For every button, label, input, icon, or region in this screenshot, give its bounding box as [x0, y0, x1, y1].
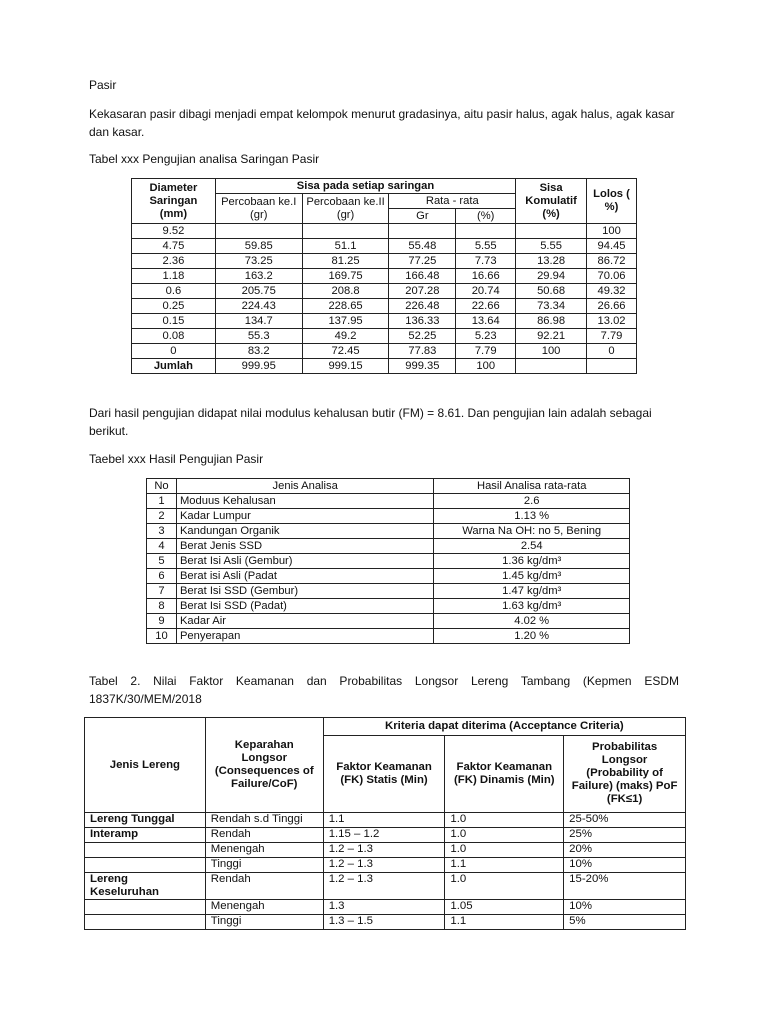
header-percobaan-1: Percobaan ke.I (gr) [215, 194, 302, 224]
table-cell: 999.95 [215, 359, 302, 374]
table-cell: Berat Jenis SSD [176, 539, 433, 554]
table-row [147, 554, 630, 569]
table-cell: 5% [564, 915, 686, 930]
table-row [147, 569, 630, 584]
table-cell: Rendah s.d Tinggi [205, 813, 323, 828]
table-cell: Tinggi [205, 915, 323, 930]
table-cell [302, 224, 389, 239]
header-lolos: Lolos ( %) [587, 179, 637, 224]
table-cell: 22.66 [456, 299, 516, 314]
table-cell: Penyerapan [176, 629, 433, 644]
table-cell: 169.75 [302, 269, 389, 284]
table-cell: 1.1 [323, 813, 445, 828]
table-cell: 10 [147, 629, 177, 644]
table-cell: 55.3 [215, 329, 302, 344]
table-cell: 0.6 [132, 284, 216, 299]
table-row [132, 344, 637, 359]
table-cell: 205.75 [215, 284, 302, 299]
table-cell: 13.28 [516, 254, 587, 269]
header-jenis-analisa: Jenis Analisa [176, 479, 433, 494]
table-cell: 2.6 [434, 494, 630, 509]
header-sisa: Sisa pada setiap saringan [215, 179, 515, 194]
table-cell: 49.32 [587, 284, 637, 299]
table-row [85, 900, 686, 915]
table-cell: Kadar Lumpur [176, 509, 433, 524]
table-cell: 94.45 [587, 239, 637, 254]
table-cell: 1.45 kg/dm³ [434, 569, 630, 584]
table-cell: 15-20% [564, 873, 686, 900]
table-cell: 1.47 kg/dm³ [434, 584, 630, 599]
table-cell: Berat isi Asli (Padat [176, 569, 433, 584]
table-row [132, 314, 637, 329]
table2-caption: Taebel xxx Hasil Pengujian Pasir [89, 452, 264, 466]
table3-caption: Tabel 2. Nilai Faktor Keamanan dan Probabilitas Longsor Lereng Tambang (Kepmen ESDM 1837K/30/MEM/2018 [89, 674, 679, 706]
table-cell: Lereng Keseluruhan [85, 873, 206, 900]
table-cell: 1.13 % [434, 509, 630, 524]
table-cell: 1.36 kg/dm³ [434, 554, 630, 569]
table-cell: 1.1 [445, 858, 564, 873]
header-diameter: Diameter Saringan (mm) [132, 179, 216, 224]
table-cell: 9 [147, 614, 177, 629]
table1-caption: Tabel xxx Pengujian analisa Saringan Pasir [89, 152, 320, 166]
table-cell: 1.63 kg/dm³ [434, 599, 630, 614]
table-cell: 137.95 [302, 314, 389, 329]
table-cell: 999.35 [389, 359, 456, 374]
table-cell: Moduus Kehalusan [176, 494, 433, 509]
table-cell: 100 [456, 359, 516, 374]
table-cell: 5.55 [516, 239, 587, 254]
table-cell: 208.8 [302, 284, 389, 299]
table-row [85, 843, 686, 858]
table-cell: 0.08 [132, 329, 216, 344]
table-cell [85, 900, 206, 915]
table-cell: 1.0 [445, 873, 564, 900]
table-cell: 73.34 [516, 299, 587, 314]
table-cell: Warna Na OH: no 5, Bening [434, 524, 630, 539]
table-cell: 1.3 [323, 900, 445, 915]
table-cell: 1 [147, 494, 177, 509]
table-cell: 228.65 [302, 299, 389, 314]
table-cell: 4.02 % [434, 614, 630, 629]
table-cell: 2.36 [132, 254, 216, 269]
table-cell: 7.79 [456, 344, 516, 359]
table-cell: 7.79 [587, 329, 637, 344]
table-cell: Menengah [205, 843, 323, 858]
table-cell: Kandungan Organik [176, 524, 433, 539]
table-cell: 92.21 [516, 329, 587, 344]
table-cell: 20% [564, 843, 686, 858]
table-row [85, 828, 686, 843]
header-hasil: Hasil Analisa rata-rata [434, 479, 630, 494]
table-cell [456, 224, 516, 239]
table-cell: 50.68 [516, 284, 587, 299]
header-fk-dinamis: Faktor Keamanan (FK) Dinamis (Min) [445, 735, 564, 812]
header-rata: Rata - rata [389, 194, 516, 209]
table-cell: 1.0 [445, 843, 564, 858]
table-row [132, 284, 637, 299]
header-percobaan-2: Percobaan ke.II (gr) [302, 194, 389, 224]
sand-test-results-table [146, 478, 630, 644]
table-row [132, 224, 637, 239]
slope-safety-table [84, 717, 686, 930]
table-cell: 25-50% [564, 813, 686, 828]
sieve-analysis-table [131, 178, 637, 374]
table-cell: Menengah [205, 900, 323, 915]
table-cell: 7.73 [456, 254, 516, 269]
header-percent: (%) [456, 209, 516, 224]
table-cell: 83.2 [215, 344, 302, 359]
table-cell [389, 224, 456, 239]
table-cell: 86.72 [587, 254, 637, 269]
table-row [147, 584, 630, 599]
table-cell: 26.66 [587, 299, 637, 314]
table-row [85, 873, 686, 900]
table-cell: 1.2 – 1.3 [323, 843, 445, 858]
table-cell [85, 858, 206, 873]
table-cell [85, 915, 206, 930]
table-row [147, 539, 630, 554]
table-cell: Rendah [205, 873, 323, 900]
table-cell: 73.25 [215, 254, 302, 269]
table-cell: 49.2 [302, 329, 389, 344]
table-cell: 9.52 [132, 224, 216, 239]
header-fk-statis: Faktor Keamanan (FK) Statis (Min) [323, 735, 445, 812]
table-cell: 13.02 [587, 314, 637, 329]
table-cell: 4 [147, 539, 177, 554]
table-cell: 8 [147, 599, 177, 614]
table-cell: 1.2 – 1.3 [323, 873, 445, 900]
table-cell: 100 [516, 344, 587, 359]
table-cell: 52.25 [389, 329, 456, 344]
table-row [132, 359, 637, 374]
table-cell: 999.15 [302, 359, 389, 374]
table-row [132, 239, 637, 254]
table-cell: 1.05 [445, 900, 564, 915]
table-row [132, 269, 637, 284]
table-cell: 10% [564, 858, 686, 873]
table-cell: 1.3 – 1.5 [323, 915, 445, 930]
table-cell: 86.98 [516, 314, 587, 329]
header-probabilitas: Probabilitas Longsor (Probability of Failure) (maks) PoF (FK≤1) [564, 735, 686, 812]
table-cell: 1.0 [445, 828, 564, 843]
table-cell: 6 [147, 569, 177, 584]
table-cell: 55.48 [389, 239, 456, 254]
table-cell: 0 [587, 344, 637, 359]
table-cell: 100 [587, 224, 637, 239]
table-cell: 136.33 [389, 314, 456, 329]
table-cell: 51.1 [302, 239, 389, 254]
table-cell: 224.43 [215, 299, 302, 314]
table-cell [215, 224, 302, 239]
table-cell: Lereng Tunggal [85, 813, 206, 828]
table-cell [516, 359, 587, 374]
table-row [85, 858, 686, 873]
table-cell: Jumlah [132, 359, 216, 374]
table-cell: 1.18 [132, 269, 216, 284]
table-cell: 20.74 [456, 284, 516, 299]
table-cell: 1.15 – 1.2 [323, 828, 445, 843]
table-cell: 59.85 [215, 239, 302, 254]
table-cell: Interamp [85, 828, 206, 843]
table-cell: Berat Isi SSD (Padat) [176, 599, 433, 614]
table-row [132, 254, 637, 269]
table-cell: 134.7 [215, 314, 302, 329]
table-cell: 10% [564, 900, 686, 915]
table-cell: 77.83 [389, 344, 456, 359]
table-cell: Tinggi [205, 858, 323, 873]
table-row [85, 915, 686, 930]
table-cell: 0.15 [132, 314, 216, 329]
table-cell: 77.25 [389, 254, 456, 269]
table-cell: 2.54 [434, 539, 630, 554]
header-jenis-lereng: Jenis Lereng [85, 718, 206, 813]
table-cell: 163.2 [215, 269, 302, 284]
table-cell: 1.20 % [434, 629, 630, 644]
table-cell [516, 224, 587, 239]
table-cell: 13.64 [456, 314, 516, 329]
table-cell: 2 [147, 509, 177, 524]
table-cell: 0.25 [132, 299, 216, 314]
intro-paragraph: Kekasaran pasir dibagi menjadi empat kelompok menurut gradasinya, aitu pasir halus, agak halus, agak kasar dan kasar. [89, 107, 675, 139]
table-cell: 207.28 [389, 284, 456, 299]
table-row [147, 614, 630, 629]
table-cell: 81.25 [302, 254, 389, 269]
table-row [132, 299, 637, 314]
table-cell: 1.0 [445, 813, 564, 828]
table-cell: 0 [132, 344, 216, 359]
table-cell: 70.06 [587, 269, 637, 284]
header-no: No [147, 479, 177, 494]
table-cell: 1.2 – 1.3 [323, 858, 445, 873]
table-row [147, 629, 630, 644]
table-row [147, 599, 630, 614]
section-heading: Pasir [89, 78, 117, 92]
table-cell: 5.23 [456, 329, 516, 344]
table-cell: Berat Isi Asli (Gembur) [176, 554, 433, 569]
header-keparahan: Keparahan Longsor (Consequences of Failure/CoF) [205, 718, 323, 813]
fm-paragraph: Dari hasil pengujian didapat nilai modulus kehalusan butir (FM) = 8.61. Dan pengujian lain adalah sebagai berikut. [89, 406, 652, 438]
table-cell: 25% [564, 828, 686, 843]
table-cell: 4.75 [132, 239, 216, 254]
table-cell: 226.48 [389, 299, 456, 314]
table-cell: 1.1 [445, 915, 564, 930]
table-cell: 166.48 [389, 269, 456, 284]
table-row [147, 524, 630, 539]
table-cell: 5.55 [456, 239, 516, 254]
header-gr: Gr [389, 209, 456, 224]
table-row [85, 813, 686, 828]
table-row [147, 509, 630, 524]
table-cell: Berat Isi SSD (Gembur) [176, 584, 433, 599]
header-kumulatif: Sisa Komulatif (%) [516, 179, 587, 224]
table-cell: 5 [147, 554, 177, 569]
table-row [147, 494, 630, 509]
table-cell [85, 843, 206, 858]
table-cell: 7 [147, 584, 177, 599]
table-row [132, 329, 637, 344]
table-cell: Rendah [205, 828, 323, 843]
table-cell: 72.45 [302, 344, 389, 359]
table-cell: Kadar Air [176, 614, 433, 629]
header-kriteria: Kriteria dapat diterima (Acceptance Criteria) [323, 718, 685, 736]
table-cell: 3 [147, 524, 177, 539]
table-cell [587, 359, 637, 374]
table-cell: 29.94 [516, 269, 587, 284]
table-cell: 16.66 [456, 269, 516, 284]
